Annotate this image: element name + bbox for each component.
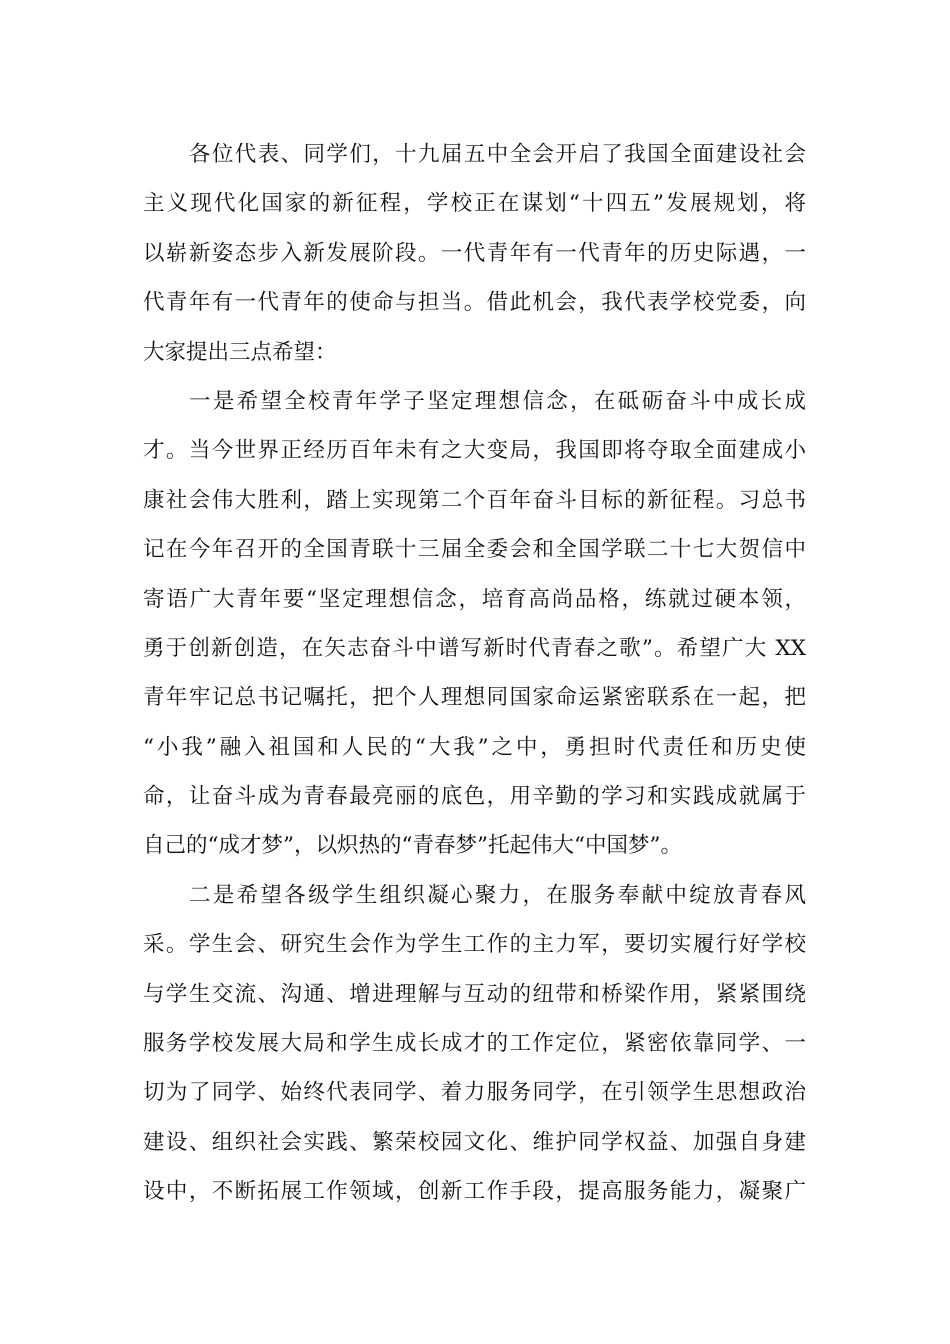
document-body [143,130,806,1217]
paragraph-2-line-1: 一是希望全校青年学子坚定理想信念，在砥砺奋斗中成长成 [189,388,806,414]
paragraph-3-line-2: 采。学生会、研究生会作为学生工作的主力军，要切实履行好学校 [143,932,806,958]
paragraph-2-line-3: 康社会伟大胜利，踏上实现第二个百年奋斗目标的新征程。习总书 [143,487,806,513]
paragraph-2-line-6: 勇于创新创造，在矢志奋斗中谱写新时代青春之歌”。希望广大 XX [143,635,806,661]
paragraph-2-line-10: 自己的“成才梦”，以炽热的“青春梦”托起伟大“中国梦”。 [143,833,682,859]
paragraph-2-line-4: 记在今年召开的全国青联十三届全委会和全国学联二十七大贺信中 [143,537,806,563]
paragraph-1-line-1: 各位代表、同学们，十九届五中全会开启了我国全面建设社会 [189,142,806,167]
paragraph-2-line-9: 命，让奋斗成为青春最亮丽的底色，用辛勤的学习和实践成就属于 [143,784,806,810]
paragraph-3-line-7: 设中，不断拓展工作领域，创新工作手段，提高服务能力，凝聚广 [143,1179,806,1205]
paragraph-1-line-5: 大家提出三点希望： [143,339,337,365]
paragraph-3-line-5: 切为了同学、始终代表同学、着力服务同学，在引领学生思想政治 [143,1080,806,1106]
paragraph-2-line-2: 才。当今世界正经历百年未有之大变局，我国即将夺取全面建成小 [143,438,806,464]
paragraph-2-line-5: 寄语广大青年要“坚定理想信念，培育高尚品格，练就过硬本领， [143,586,806,612]
paragraph-1-line-3: 以崭新姿态步入新发展阶段。一代青年有一代青年的历史际遇，一 [143,240,806,266]
paragraph-3-line-1: 二是希望各级学生组织凝心聚力，在服务奉献中绽放青春风 [189,882,806,908]
paragraph-3-line-4: 服务学校发展大局和学生成长成才的工作定位，紧密依靠同学、一 [143,1031,806,1057]
paragraph-1-line-4: 代青年有一代青年的使命与担当。借此机会，我代表学校党委，向 [143,290,806,316]
paragraph-1-line-2: 主义现代化国家的新征程，学校正在谋划“十四五”发展规划，将 [143,191,806,217]
paragraph-3-line-6: 建设、组织社会实践、繁荣校园文化、维护同学权益、加强自身建 [143,1129,806,1155]
paragraph-2-line-7: 青年牢记总书记嘱托，把个人理想同国家命运紧密联系在一起，把 [143,685,806,711]
paragraph-3-line-3: 与学生交流、沟通、增进理解与互动的纽带和桥梁作用，紧紧围绕 [143,981,806,1007]
paragraph-2-line-8: “小我”融入祖国和人民的“大我”之中，勇担时代责任和历史使 [143,734,806,760]
